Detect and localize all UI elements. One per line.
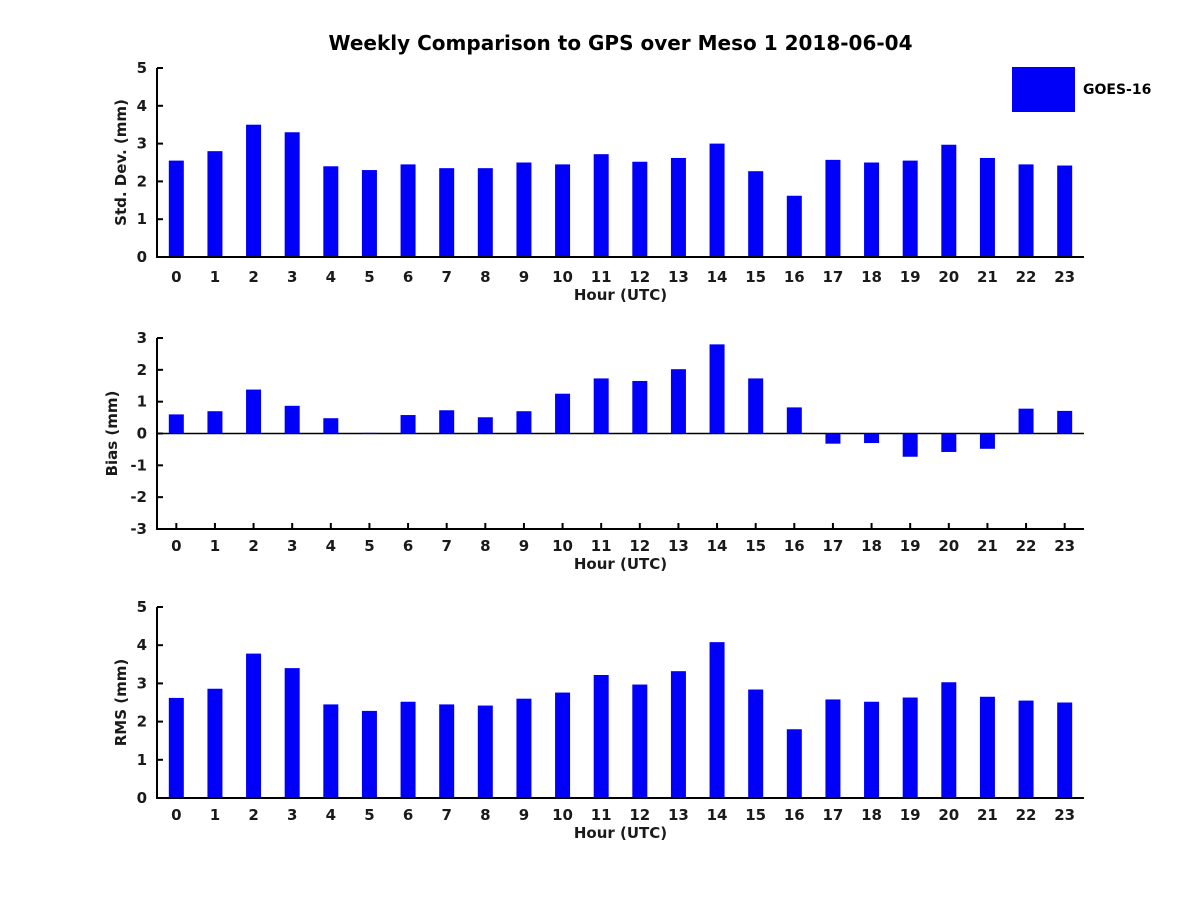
bar-rms-h12 (632, 685, 647, 798)
x-tick-label: 2 (248, 268, 259, 286)
x-tick-label: 13 (668, 537, 689, 555)
x-tick-label: 7 (441, 268, 452, 286)
x-tick-label: 23 (1054, 268, 1076, 286)
bar-std-dev-h6 (401, 164, 416, 257)
bar-bias-h3 (285, 406, 300, 434)
bar-bias-h17 (825, 434, 840, 444)
bar-rms-h18 (864, 702, 879, 798)
x-tick-label: 8 (480, 537, 491, 555)
x-tick-label: 0 (171, 806, 182, 824)
bar-std-dev-h18 (864, 163, 879, 258)
x-tick-label: 23 (1054, 806, 1076, 824)
x-tick-label: 7 (441, 806, 452, 824)
bar-std-dev-h16 (787, 196, 802, 257)
y-tick-label: 2 (136, 360, 147, 379)
x-tick-label: 12 (629, 268, 651, 286)
x-tick-label: 5 (364, 806, 375, 824)
x-tick-label: 20 (938, 806, 960, 824)
x-tick-label: 13 (668, 806, 689, 824)
x-tick-label: 9 (518, 806, 530, 824)
legend-label-goes16: GOES-16 (1083, 81, 1152, 98)
x-tick-label: 5 (364, 268, 375, 286)
bar-bias-h7 (439, 410, 454, 433)
x-tick-label: 0 (171, 537, 182, 555)
bar-bias-h16 (787, 407, 802, 433)
x-tick-label: 18 (861, 806, 882, 824)
x-tick-label: 3 (286, 806, 298, 824)
x-tick-label: 2 (248, 537, 259, 555)
bar-std-dev-h4 (323, 166, 338, 257)
x-tick-label: 12 (629, 537, 651, 555)
x-tick-label: 21 (977, 268, 998, 286)
x-tick-label: 22 (1015, 268, 1037, 286)
bar-rms-h19 (903, 698, 918, 798)
x-tick-label: 6 (402, 806, 414, 824)
x-tick-label: 17 (822, 537, 844, 555)
y-tick-label: 3 (136, 134, 147, 153)
bar-std-dev-h9 (516, 163, 531, 258)
bar-std-dev-h15 (748, 171, 763, 257)
x-tick-label: 15 (745, 268, 767, 286)
x-tick-label: 11 (590, 268, 612, 286)
x-tick-label: 21 (977, 806, 998, 824)
x-tick-label: 22 (1015, 537, 1037, 555)
x-tick-label: 6 (402, 268, 414, 286)
bar-rms-h0 (169, 698, 184, 798)
bar-rms-h20 (941, 682, 956, 798)
bar-std-dev-h1 (207, 151, 222, 257)
x-tick-label: 21 (977, 537, 998, 555)
bar-bias-h13 (671, 369, 686, 433)
bar-rms-h23 (1057, 703, 1072, 799)
bar-bias-h12 (632, 381, 647, 434)
bar-rms-h22 (1019, 701, 1034, 798)
y-tick-label: 4 (136, 96, 147, 115)
y-axis-label-std-dev: Std. Dev. (mm) (112, 99, 130, 226)
bar-bias-h1 (207, 411, 222, 433)
bar-std-dev-h21 (980, 158, 995, 257)
x-tick-label: 18 (861, 268, 882, 286)
bar-rms-h2 (246, 654, 261, 798)
bar-bias-h10 (555, 394, 570, 434)
x-axis-label-rms: Hour (UTC) (573, 824, 668, 842)
x-axis-label-std-dev: Hour (UTC) (573, 286, 668, 304)
y-tick-label: 1 (136, 392, 147, 411)
x-tick-label: 4 (325, 268, 337, 286)
x-tick-label: 6 (402, 537, 414, 555)
bar-std-dev-h12 (632, 162, 647, 257)
x-tick-label: 23 (1054, 537, 1076, 555)
bar-bias-h15 (748, 378, 763, 433)
bar-bias-h8 (478, 417, 493, 433)
x-tick-label: 17 (822, 268, 844, 286)
bar-rms-h16 (787, 729, 802, 798)
x-tick-label: 16 (783, 268, 805, 286)
bar-bias-h4 (323, 418, 338, 433)
panel-bias (103, 329, 1084, 573)
x-tick-label: 9 (518, 537, 530, 555)
x-tick-label: 20 (938, 268, 960, 286)
y-tick-label: -2 (130, 488, 147, 507)
bar-std-dev-h2 (246, 125, 261, 257)
x-tick-label: 22 (1015, 806, 1037, 824)
bar-std-dev-h7 (439, 168, 454, 257)
bar-std-dev-h11 (594, 154, 609, 257)
bar-bias-h2 (246, 390, 261, 434)
x-tick-label: 0 (171, 268, 182, 286)
x-tick-label: 10 (552, 537, 573, 555)
bar-rms-h10 (555, 693, 570, 798)
x-tick-label: 11 (590, 537, 612, 555)
y-axis-label-rms: RMS (mm) (112, 658, 130, 747)
bar-bias-h9 (516, 411, 531, 433)
x-tick-label: 5 (364, 537, 375, 555)
x-tick-label: 3 (286, 537, 298, 555)
bar-rms-h17 (825, 699, 840, 798)
x-tick-label: 15 (745, 806, 767, 824)
bar-bias-h23 (1057, 411, 1072, 434)
x-tick-label: 14 (706, 537, 728, 555)
bar-std-dev-h23 (1057, 166, 1072, 257)
y-tick-label: -1 (130, 456, 147, 475)
y-tick-label: -3 (130, 520, 147, 538)
bar-std-dev-h10 (555, 164, 570, 257)
x-tick-label: 4 (325, 806, 337, 824)
x-tick-label: 10 (552, 268, 573, 286)
bar-rms-h4 (323, 704, 338, 798)
x-tick-label: 10 (552, 806, 573, 824)
bar-rms-h21 (980, 697, 995, 798)
x-tick-label: 17 (822, 806, 844, 824)
y-tick-label: 0 (136, 248, 147, 266)
bar-std-dev-h19 (903, 161, 918, 257)
bar-std-dev-h0 (169, 161, 184, 257)
bar-rms-h1 (207, 689, 222, 798)
bar-bias-h18 (864, 434, 879, 444)
bar-std-dev-h5 (362, 170, 377, 257)
bar-rms-h14 (710, 642, 725, 798)
x-tick-label: 19 (899, 537, 921, 555)
x-tick-label: 19 (899, 268, 921, 286)
y-tick-label: 0 (136, 424, 147, 443)
y-tick-label: 5 (136, 59, 147, 77)
x-tick-label: 16 (783, 806, 805, 824)
x-tick-label: 8 (480, 806, 491, 824)
x-tick-label: 1 (209, 268, 221, 286)
bar-std-dev-h3 (285, 132, 300, 257)
x-tick-label: 15 (745, 537, 767, 555)
x-tick-label: 14 (706, 268, 728, 286)
y-tick-label: 0 (136, 789, 147, 807)
y-tick-label: 2 (136, 712, 147, 731)
y-tick-label: 1 (136, 210, 147, 229)
x-tick-label: 7 (441, 537, 452, 555)
panel-std-dev (112, 59, 1084, 304)
bar-std-dev-h13 (671, 158, 686, 257)
bar-rms-h7 (439, 704, 454, 798)
y-tick-label: 2 (136, 172, 147, 191)
bar-std-dev-h22 (1019, 164, 1034, 257)
y-axis-label-bias: Bias (mm) (103, 390, 121, 477)
bar-bias-h5 (362, 433, 377, 434)
bar-std-dev-h20 (941, 145, 956, 257)
bar-std-dev-h8 (478, 168, 493, 257)
bar-rms-h3 (285, 668, 300, 798)
x-tick-label: 9 (518, 268, 530, 286)
panel-rms (112, 598, 1084, 842)
x-tick-label: 4 (325, 537, 337, 555)
x-tick-label: 12 (629, 806, 651, 824)
bar-bias-h14 (710, 344, 725, 433)
x-tick-label: 1 (209, 806, 221, 824)
bar-std-dev-h17 (825, 160, 840, 257)
y-tick-label: 4 (136, 636, 147, 655)
y-tick-label: 1 (136, 750, 147, 769)
x-axis-label-bias: Hour (UTC) (573, 555, 668, 573)
bar-bias-h0 (169, 414, 184, 433)
bar-rms-h15 (748, 690, 763, 798)
x-tick-label: 2 (248, 806, 259, 824)
x-tick-label: 20 (938, 537, 960, 555)
figure-title: Weekly Comparison to GPS over Meso 1 2018-06-04 (328, 31, 913, 55)
bar-bias-h21 (980, 434, 995, 449)
x-tick-label: 13 (668, 268, 689, 286)
bar-rms-h5 (362, 711, 377, 798)
y-tick-label: 5 (136, 598, 147, 616)
bar-rms-h9 (516, 699, 531, 798)
bar-bias-h11 (594, 378, 609, 433)
x-tick-label: 18 (861, 537, 882, 555)
bar-rms-h11 (594, 675, 609, 798)
bar-rms-h8 (478, 706, 493, 798)
x-tick-label: 14 (706, 806, 728, 824)
bar-rms-h13 (671, 671, 686, 798)
x-tick-label: 11 (590, 806, 612, 824)
x-tick-label: 8 (480, 268, 491, 286)
bar-bias-h19 (903, 434, 918, 457)
x-tick-label: 3 (286, 268, 298, 286)
y-tick-label: 3 (136, 329, 147, 347)
bar-bias-h20 (941, 434, 956, 452)
bar-std-dev-h14 (710, 144, 725, 257)
x-tick-label: 16 (783, 537, 805, 555)
x-tick-label: 1 (209, 537, 221, 555)
x-tick-label: 19 (899, 806, 921, 824)
bar-rms-h6 (401, 702, 416, 798)
bar-bias-h22 (1019, 409, 1034, 434)
bar-bias-h6 (401, 415, 416, 433)
y-tick-label: 3 (136, 674, 147, 693)
